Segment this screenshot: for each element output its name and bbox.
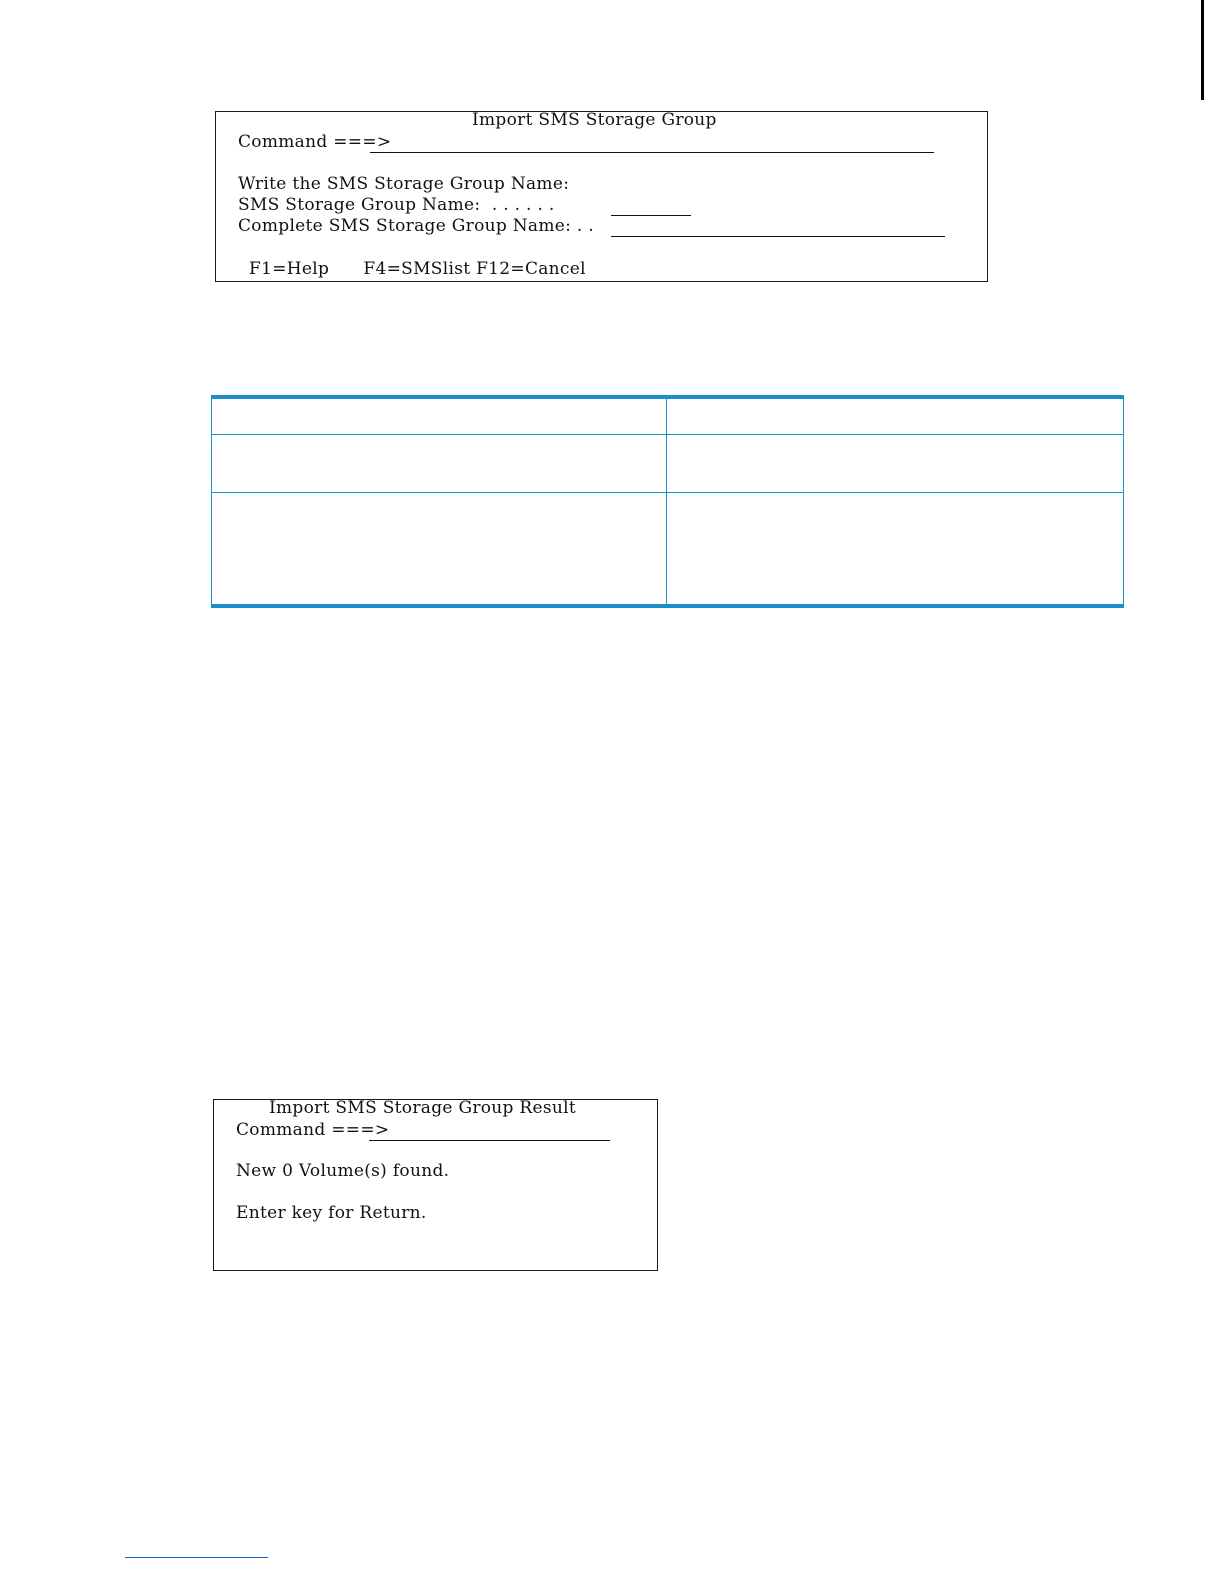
complete-sms-storage-group-name-label: Complete SMS Storage Group Name: . . [238, 216, 594, 236]
table-left-border [211, 399, 212, 604]
table-right-border [1123, 399, 1124, 604]
table-row-divider [211, 492, 1124, 493]
instruction-text: Write the SMS Storage Group Name: [238, 174, 570, 194]
command-label: Command ===> [238, 132, 392, 152]
volumes-found-message: New 0 Volume(s) found. [236, 1161, 450, 1181]
table-column-divider [666, 399, 667, 604]
result-command-label: Command ===> [236, 1120, 390, 1140]
return-prompt: Enter key for Return. [236, 1203, 427, 1223]
import-sms-storage-group-screen [215, 111, 988, 282]
footer-link-underline[interactable] [125, 1557, 268, 1558]
sms-storage-group-name-input[interactable] [611, 215, 691, 216]
result-command-input[interactable] [369, 1140, 610, 1141]
sms-storage-group-name-label: SMS Storage Group Name: . . . . . . [238, 195, 555, 215]
screen-title: Import SMS Storage Group [472, 110, 717, 130]
result-screen-title: Import SMS Storage Group Result [269, 1098, 577, 1118]
complete-sms-storage-group-name-input[interactable] [611, 236, 945, 237]
table-header-divider [211, 434, 1124, 435]
command-input[interactable] [370, 152, 934, 153]
page-edge-bar [1201, 0, 1204, 100]
import-result-screen [213, 1099, 658, 1271]
function-keys: F1=Help F4=SMSlist F12=Cancel [249, 259, 586, 279]
parameter-table [211, 395, 1124, 608]
